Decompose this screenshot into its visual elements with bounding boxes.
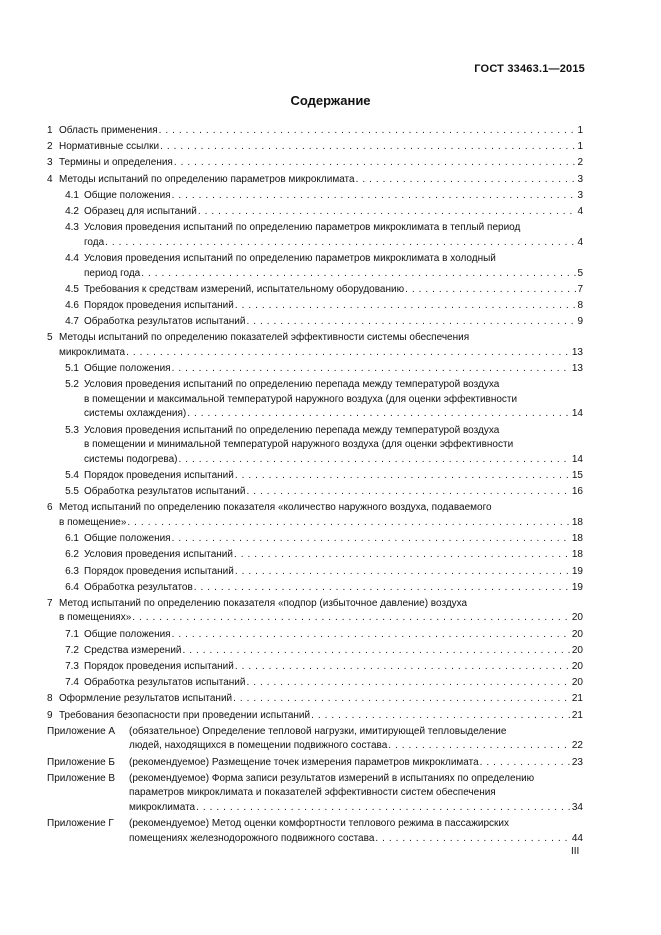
toc-entry-text-line: Условия проведения испытаний по определению параметров микроклимата в теплый период (84, 222, 521, 234)
toc-entry-number: 7.2 (65, 644, 79, 656)
toc-entry[interactable] (47, 548, 583, 563)
dot-leader (196, 801, 571, 816)
toc-entry[interactable] (47, 283, 583, 298)
toc-entry-text-line: Условия проведения испытаний по определению перепада между температурой воздуха (84, 379, 500, 391)
appendix-label: Приложение А (47, 725, 116, 737)
toc-entry-number: 5.3 (65, 424, 79, 436)
dot-leader (132, 611, 571, 626)
toc-entry-title: Обработка результатов испытаний (84, 677, 246, 689)
toc-entry[interactable] (47, 581, 583, 596)
toc-entry-number: 3 (47, 157, 53, 169)
toc-entry-page: 19 (571, 565, 583, 577)
toc-entry-number: 7.3 (65, 661, 79, 673)
toc-entry-title: Общие положения (84, 628, 171, 640)
dot-leader (311, 709, 571, 724)
toc-entry-page: 14 (571, 408, 583, 420)
toc-entry-title: Термины и определения (59, 157, 173, 169)
dot-leader (235, 469, 571, 484)
toc-entry-text-line: в помещении и максимальной температурой наружного воздуха (для оценки эффективности (84, 393, 518, 405)
toc-entry-page: 13 (571, 363, 583, 375)
toc-entry-page: 20 (571, 661, 583, 673)
toc-entry-page: 20 (571, 644, 583, 656)
toc-entry-title: Область применения (59, 125, 158, 136)
toc-entry[interactable] (47, 140, 583, 155)
appendix-page: 23 (571, 756, 583, 768)
toc-entry-page: 18 (571, 549, 583, 561)
appendix-page: 22 (571, 740, 583, 752)
toc-entry-title: Требования безопасности при проведении испытаний (59, 709, 311, 721)
toc-entry-page: 9 (577, 316, 583, 328)
toc-entry-page: 8 (577, 299, 583, 311)
toc-entry-page: 21 (571, 693, 583, 705)
toc-entry-title: микроклимата (59, 346, 126, 358)
toc-entry-page: 21 (571, 709, 583, 721)
toc-entry-text-line: в помещении и минимальной температурой наружного воздуха (для оценки эффективности (84, 439, 514, 451)
table-of-contents (47, 124, 583, 848)
toc-appendix-entry[interactable] (47, 772, 583, 816)
toc-entry-title: Условия проведения испытаний (84, 549, 233, 561)
toc-entry[interactable] (47, 362, 583, 377)
toc-entry-number: 9 (47, 709, 53, 721)
toc-entry-number: 1 (47, 125, 53, 136)
appendix-label: Приложение Б (47, 756, 115, 768)
toc-entry-title: года (84, 236, 105, 248)
toc-entry-title: в помещениях» (59, 612, 132, 624)
toc-entry[interactable] (47, 424, 583, 468)
toc-entry-page: 5 (577, 267, 583, 279)
toc-entry-title: системы охлаждения) (84, 408, 187, 420)
toc-entry-title: Нормативные ссылки (59, 141, 160, 153)
appendix-label: Приложение В (47, 772, 116, 784)
toc-entry[interactable] (47, 565, 583, 580)
toc-entry-page: 20 (571, 628, 583, 640)
toc-appendix-entry[interactable] (47, 817, 583, 846)
toc-entry-number: 6 (47, 502, 53, 514)
page-title: Содержание (290, 93, 371, 108)
toc-entry[interactable] (47, 501, 583, 530)
toc-entry[interactable] (47, 221, 583, 250)
toc-entry-page: 3 (577, 189, 583, 201)
toc-entry-title: Образец для испытаний (84, 205, 197, 217)
toc-entry-number: 7.4 (65, 677, 79, 689)
toc-entry[interactable] (47, 485, 583, 500)
toc-entry-number: 5.2 (65, 379, 79, 391)
toc-entry-number: 4.2 (65, 205, 79, 217)
toc-entry[interactable] (47, 315, 583, 330)
dot-leader (105, 236, 576, 251)
toc-appendix-entry[interactable] (47, 756, 583, 771)
appendix-title-line: (рекомендуемое) Форма записи результатов измерений в испытаниях по определению (129, 772, 535, 784)
toc-entry-number: 4.3 (65, 222, 79, 234)
dot-leader (159, 124, 577, 139)
toc-entry[interactable] (47, 709, 583, 724)
toc-entry-page: 1 (577, 125, 583, 136)
toc-entry-number: 6.3 (65, 565, 79, 577)
toc-entry-page: 7 (577, 283, 583, 295)
toc-entry-title: Порядок проведения испытаний (84, 469, 234, 481)
toc-entry-number: 2 (47, 141, 53, 153)
toc-entry-number: 6.2 (65, 549, 79, 561)
dot-leader (375, 832, 570, 847)
appendix-title: (рекомендуемое) Размещение точек измерения параметров микроклимата (129, 756, 479, 768)
toc-entry-number: 6.4 (65, 581, 79, 593)
toc-entry[interactable] (47, 469, 583, 484)
dot-leader (160, 140, 576, 155)
toc-entry-number: 5.4 (65, 469, 79, 481)
dot-leader (246, 676, 570, 691)
dot-leader (141, 267, 576, 282)
toc-entry[interactable] (47, 156, 583, 171)
document-header: ГОСТ 33463.1—2015 (474, 63, 585, 75)
toc-entry-title: в помещение» (59, 516, 127, 528)
toc-entry-number: 7 (47, 597, 53, 609)
appendix-title: людей, находящихся в помещении подвижного состава (129, 740, 388, 752)
toc-entry-page: 3 (577, 173, 583, 185)
dot-leader (246, 485, 570, 500)
toc-entry-number: 4.1 (65, 189, 79, 201)
toc-entry[interactable] (47, 124, 583, 139)
toc-entry-number: 4.4 (65, 252, 79, 264)
toc-entry-number: 4 (47, 173, 53, 185)
dot-leader (174, 156, 577, 171)
toc-entry-page: 14 (571, 453, 583, 465)
toc-entry-title: Общие положения (84, 189, 171, 201)
toc-entry-page: 20 (571, 677, 583, 689)
toc-entry-number: 5.5 (65, 486, 79, 498)
dot-leader (235, 299, 577, 314)
toc-appendix-entry[interactable] (47, 725, 583, 754)
appendix-page: 34 (571, 801, 583, 813)
toc-entry[interactable] (47, 331, 583, 360)
toc-entry-number: 8 (47, 693, 53, 705)
toc-entry[interactable] (47, 378, 583, 422)
toc-entry[interactable] (47, 644, 583, 659)
dot-leader (127, 516, 570, 531)
toc-entry-title: Средства измерений (84, 644, 182, 656)
appendix-title-line: (обязательное) Определение тепловой нагрузки, имитирующей тепловыделение (129, 725, 507, 737)
dot-leader (172, 189, 577, 204)
toc-entry-page: 20 (571, 612, 583, 624)
toc-entry-page: 19 (571, 581, 583, 593)
toc-entry-title: Оформление результатов испытаний (59, 693, 233, 705)
toc-entry-title: период года (84, 267, 141, 279)
toc-entry[interactable] (47, 532, 583, 547)
dot-leader (183, 644, 571, 659)
toc-entry[interactable] (47, 676, 583, 691)
dot-leader (178, 453, 570, 468)
dot-leader (172, 362, 571, 377)
toc-entry-number: 7.1 (65, 628, 79, 640)
toc-entry-number: 4.5 (65, 283, 79, 295)
toc-entry-title: системы подогрева) (84, 453, 178, 465)
toc-entry-title: Обработка результатов (84, 581, 193, 593)
toc-entry-number: 5.1 (65, 363, 79, 375)
dot-leader (246, 315, 576, 330)
appendix-title-line: параметров микроклимата и показателей эффективности систем обеспечения (129, 787, 496, 799)
toc-entry-title: Порядок проведения испытаний (84, 299, 234, 311)
appendix-title-line: (рекомендуемое) Метод оценки комфортности теплового режима в пассажирских (129, 818, 510, 830)
toc-entry-text-line: Методы испытаний по определению показателей эффективности системы обеспечения (59, 332, 470, 344)
toc-entry[interactable] (47, 173, 583, 188)
toc-entry-title: Порядок проведения испытаний (84, 661, 234, 673)
toc-entry[interactable] (47, 597, 583, 626)
dot-leader (235, 565, 571, 580)
toc-entry[interactable] (47, 299, 583, 314)
dot-leader (198, 205, 577, 220)
toc-entry-page: 16 (571, 486, 583, 498)
toc-entry-page: 18 (571, 516, 583, 528)
toc-entry-title: Порядок проведения испытаний (84, 565, 234, 577)
dot-leader (405, 283, 576, 298)
toc-entry-number: 4.7 (65, 316, 79, 328)
dot-leader (480, 756, 571, 771)
dot-leader (194, 581, 571, 596)
page-number: III (571, 846, 580, 857)
dot-leader (388, 739, 571, 754)
toc-entry-page: 4 (577, 205, 583, 217)
toc-entry[interactable] (47, 205, 583, 220)
dot-leader (234, 548, 571, 563)
toc-entry[interactable] (47, 189, 583, 204)
dot-leader (356, 173, 577, 188)
toc-entry-text-line: Условия проведения испытаний по определению перепада между температурой воздуха (84, 424, 500, 436)
appendix-page: 44 (571, 832, 583, 844)
toc-entry-title: Обработка результатов испытаний (84, 486, 246, 498)
toc-entry-page: 13 (571, 346, 583, 358)
toc-entry-page: 18 (571, 533, 583, 545)
toc-entry[interactable] (47, 692, 583, 707)
dot-leader (172, 628, 571, 643)
toc-entry-number: 5 (47, 332, 53, 344)
toc-entry-page: 15 (571, 469, 583, 481)
appendix-title: помещениях железнодорожного подвижного состава (129, 832, 375, 844)
dot-leader (126, 346, 571, 361)
toc-entry-text-line: Метод испытаний по определению показателя «подпор (избыточное давление) воздуха (59, 597, 468, 609)
toc-entry-page: 2 (577, 157, 583, 169)
toc-entry-title: Обработка результатов испытаний (84, 316, 246, 328)
toc-entry-page: 4 (577, 236, 583, 248)
toc-entry-title: Общие положения (84, 363, 171, 375)
toc-entry[interactable] (47, 660, 583, 675)
dot-leader (187, 407, 571, 422)
toc-entry-number: 4.6 (65, 299, 79, 311)
toc-entry-title: Методы испытаний по определению параметров микроклимата (59, 173, 355, 185)
toc-entry[interactable] (47, 628, 583, 643)
dot-leader (233, 692, 571, 707)
toc-entry-text-line: Условия проведения испытаний по определению параметров микроклимата в холодный (84, 252, 496, 264)
dot-leader (172, 532, 571, 547)
toc-entry-text-line: Метод испытаний по определению показателя «количество наружного воздуха, подаваемого (59, 502, 492, 514)
toc-entry-page: 1 (577, 141, 583, 153)
appendix-title: микроклимата (129, 801, 196, 813)
toc-entry-title: Требования к средствам измерений, испытательному оборудованию (84, 283, 405, 295)
toc-entry-number: 6.1 (65, 533, 79, 545)
toc-entry[interactable] (47, 252, 583, 281)
appendix-label: Приложение Г (47, 818, 114, 830)
toc-entry-title: Общие положения (84, 533, 171, 545)
dot-leader (235, 660, 571, 675)
